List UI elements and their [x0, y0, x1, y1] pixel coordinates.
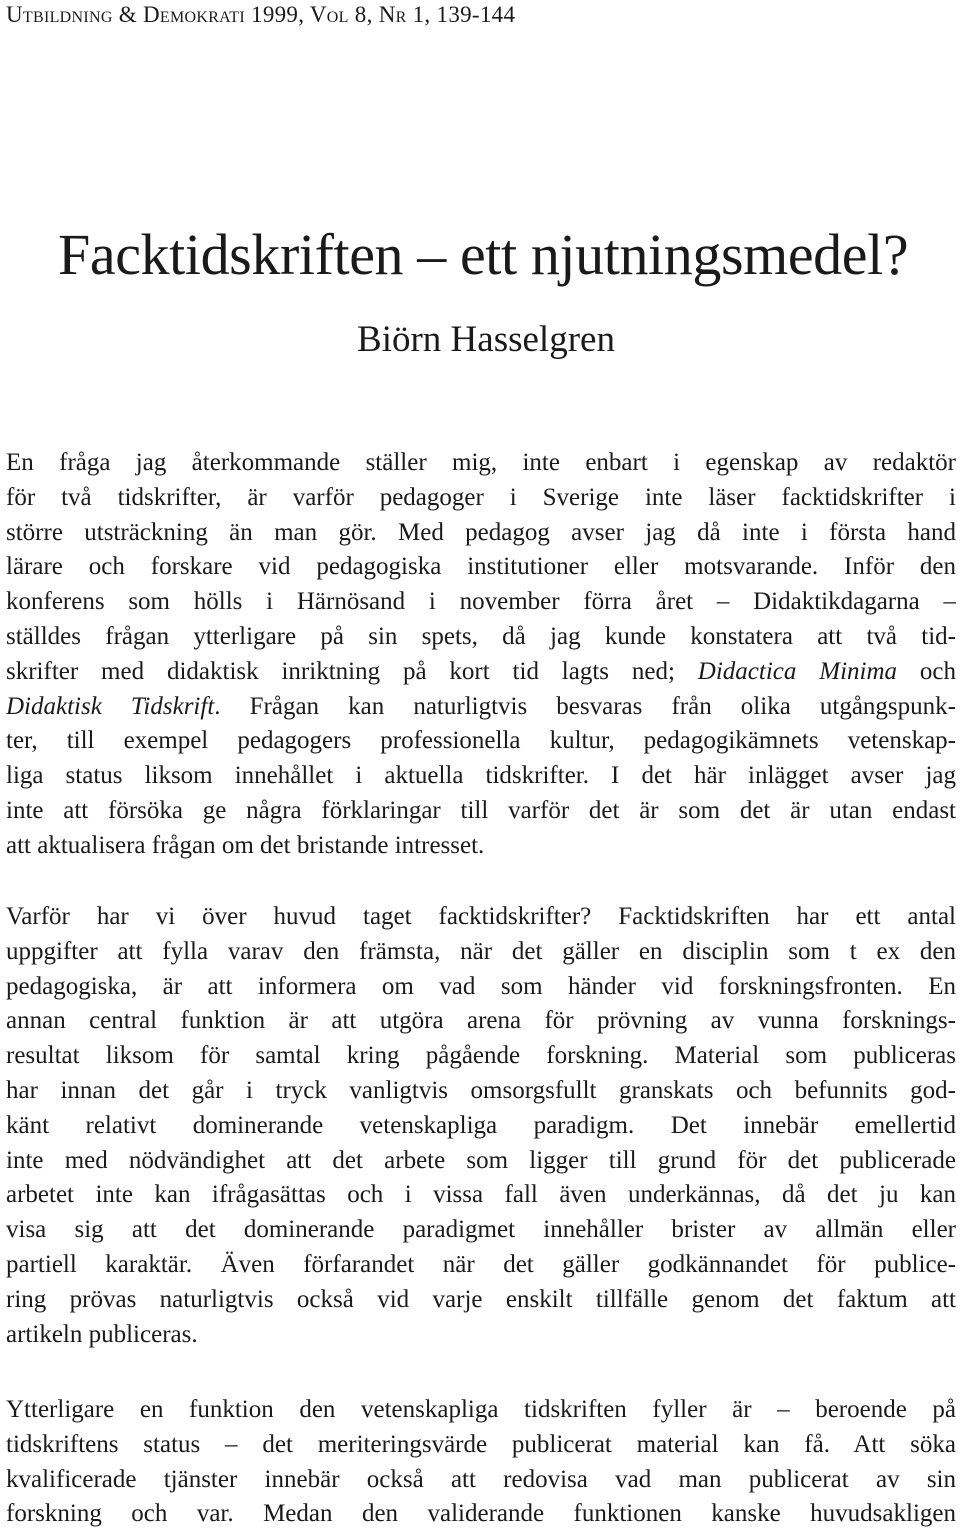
text-line: kvalificerade tjänster innebär också att redovisa vad man publicerat av sin — [6, 1465, 956, 1493]
text-line — [6, 655, 956, 690]
text-line: inte med nödvändighet att det arbete som ligger till grund för det publicerade — [6, 1146, 956, 1174]
text-line: resultat liksom för samtal kring pågående forskning. Material som publiceras — [6, 1042, 956, 1070]
text-line: artikeln publiceras. — [6, 1320, 198, 1348]
text-line: liga status liksom innehållet i aktuella tidskrifter. I det här inlägget avser jag — [6, 762, 956, 790]
paragraph-text — [6, 446, 956, 864]
text-line: arbetet inte kan ifrågasättas och i vissa fall även underkännas, då det ju kan — [6, 1181, 956, 1209]
text-line: annan central funktion är att utgöra arena för prövning av vunna forsknings- — [6, 1007, 956, 1035]
text-line: forskning och var. Medan den validerande funktionen kanske huvudsakligen — [6, 1500, 956, 1528]
text-line: tidskriftens status – det meriteringsvärde publicerat material kan få. Att söka — [6, 1430, 956, 1458]
text-line: En fråga jag återkommande ställer mig, inte enbart i egenskap av redaktör — [6, 449, 956, 476]
text-line: Varför har vi över huvud taget facktidskrifter? Facktidskriften har ett antal — [6, 903, 956, 930]
paragraph-text — [6, 1393, 956, 1532]
text-line: har innan det går i tryck vanligtvis omsorgsfullt granskats och befunnits god- — [6, 1076, 956, 1104]
text-line: ter, till exempel pedagogers professionella kultur, pedagogikämnets vetenskap- — [6, 727, 956, 755]
text-line: känt relativt dominerande vetenskapliga paradigm. Det innebär emellertid — [6, 1111, 956, 1139]
text-line — [6, 690, 956, 725]
text-segment: . Frågan kan naturligtvis besvaras från olika utgångspunk- — [214, 692, 956, 720]
text-segment: och — [897, 657, 956, 685]
text-line: för två tidskrifter, är varför pedagoger i Sverige inte läser facktidskrifter i — [6, 483, 956, 511]
paragraph-2 — [6, 900, 956, 1352]
paragraph-text — [6, 900, 956, 1352]
text-line: uppgifter att fylla varav den främsta, när det gäller en disciplin som t ex den — [6, 937, 956, 965]
text-line: partiell karaktär. Även förfarandet när det gäller godkännandet för publice- — [6, 1250, 956, 1278]
journal-title-didactica-minima: Didactica Minima — [697, 657, 898, 685]
text-line: konferens som hölls i Härnösand i november förra året – Didaktikdagarna – — [6, 588, 956, 616]
paragraph-1 — [6, 446, 956, 864]
text-line: större utsträckning än man gör. Med pedagog avser jag då inte i första hand — [6, 518, 956, 546]
paragraph-3 — [6, 1393, 956, 1532]
text-line: att aktualisera frågan om det bristande intresset. — [6, 831, 485, 859]
text-line: Ytterligare en funktion den vetenskapliga tidskriften fyller är – beroende på — [6, 1396, 956, 1423]
text-line: visa sig att det dominerande paradigmet innehåller brister av allmän eller — [6, 1216, 956, 1244]
text-line: inte att försöka ge några förklaringar till varför det är som det är utan endast — [6, 796, 956, 824]
running-header: Utbildning & Demokrati 1999, Vol 8, Nr 1, 139-144 — [6, 2, 516, 27]
author-name: Biörn Hasselgren — [357, 319, 615, 360]
text-line: pedagogiska, är att informera om vad som händer vid forskningsfronten. En — [6, 972, 956, 1000]
article-title: Facktidskriften – ett njutningsmedel? — [58, 222, 909, 287]
text-line: ställdes frågan ytterligare på sin spets, då jag kunde konstatera att två tid- — [6, 622, 956, 650]
journal-title-didaktisk-tidskrift: Didaktisk Tidskrift — [6, 692, 215, 720]
text-segment: skrifter med didaktisk inriktning på kort tid lagts ned; — [6, 657, 698, 685]
text-line: lärare och forskare vid pedagogiska institutioner eller motsvarande. Inför den — [6, 553, 956, 581]
text-line: ring prövas naturligtvis också vid varje enskilt tillfälle genom det faktum att — [6, 1285, 956, 1313]
